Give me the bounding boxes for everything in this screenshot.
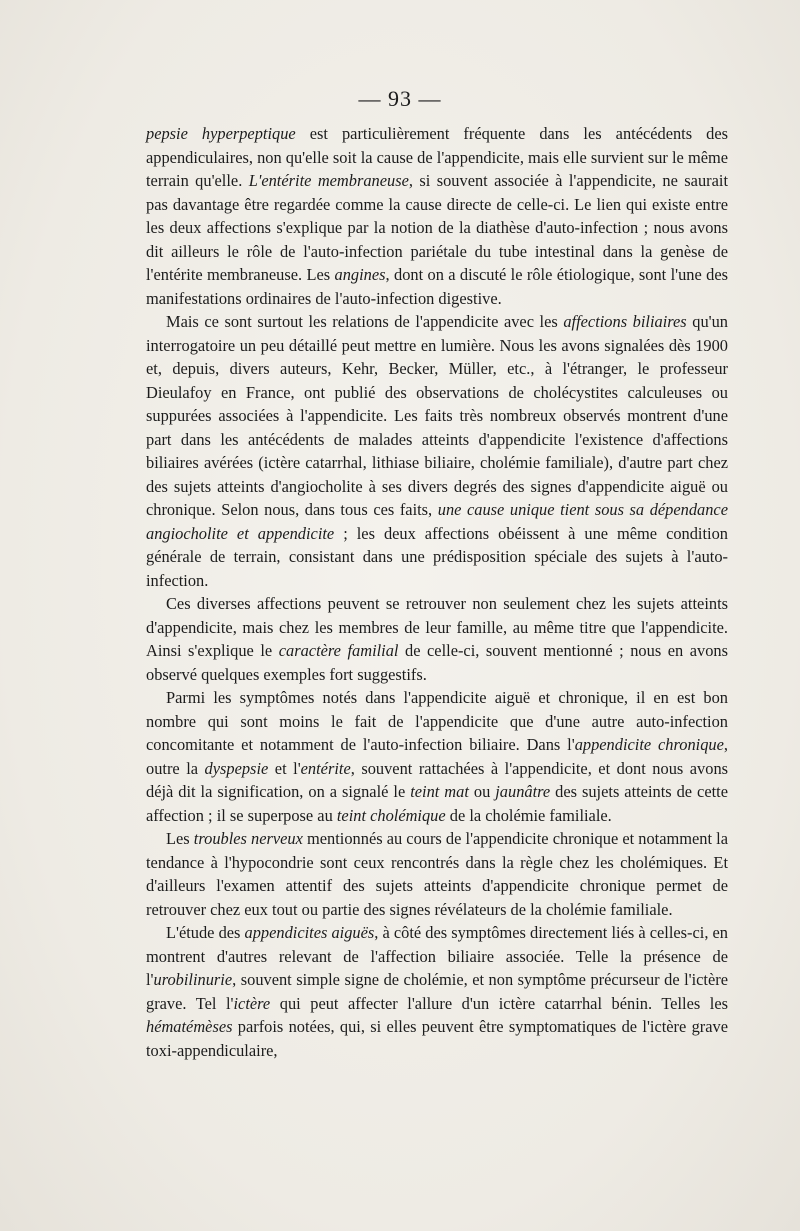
italic-phrase: appendicite chronique	[574, 735, 724, 754]
paragraph	[146, 686, 728, 827]
text-run: L'étude des	[166, 923, 245, 942]
text-run: Mais ce sont surtout les relations de l'appendicite avec les	[166, 312, 564, 331]
text-run: qu'un interrogatoire un peu détaillé peut mettre en lumière. Nous les avons signalées dès 1900 et, depuis, divers auteurs, Kehr, Becker, Müller, etc., à l'étranger, le professeur Dieulafoy en France, ont publié des observations de cholécystites calculeuses ou suppurées associées à l'appendicite. Les faits très nombreux observés montrent d'une part dans les antécédents de malades atteints d'appendicite l'existence d'affections biliaires avérées (ictère catarrhal, lithiase biliaire, cholémie familiale), d'autre part chez des sujets atteints d'angiocholite à ses divers degrés des signes d'appendicite aiguë ou chronique. Selon nous, dans tous ces faits,	[146, 312, 728, 519]
text-run: ; les deux affections obéissent à une même condition générale de terrain, consistant dans une prédisposition spéciale des sujets à l'auto-infection.	[146, 523, 728, 590]
italic-phrase: teint mat	[410, 782, 469, 801]
italic-phrase: jaunâtre	[495, 782, 551, 801]
paragraph	[146, 827, 728, 921]
text-run: des sujets atteints de cette affection ; il se superpose au	[146, 782, 728, 825]
text-run: , si souvent associée à l'appendicite, ne saurait pas davantage être regardée comme la cause directe de celle-ci. Le lien qui existe entre les deux affections s'explique par la notion de la diathèse d'auto-infection ; nous avons dit ailleurs le rôle de l'auto-infection pariétale du tube intestinal dans la genèse de l'entérite membraneuse. Les	[146, 171, 728, 284]
italic-phrase: dyspepsie	[204, 758, 269, 778]
text-run: , outre la	[146, 735, 728, 778]
italic-phrase: pepsie hyperpeptique	[146, 124, 296, 143]
text-run: , dont on a discuté le rôle étiologique, sont l'une des manifestations ordinaires de l'auto-infection digestive.	[146, 265, 728, 308]
text-run: Ces diverses affections peuvent se retrouver non seulement chez les sujets atteints d'appendicite, mais chez les membres de leur famille, au même titre que l'appendicite. Ainsi s'explique le	[146, 594, 728, 660]
italic-phrase: ictère	[233, 993, 271, 1013]
text-run: mentionnés au cours de l'appendicite chronique et notamment la tendance à l'hypocondrie sont ceux rencontrés dans la règle chez les cholémiques. Et d'ailleurs l'examen attentif des sujets atteints d'appendicite chronique permet de retrouver chez eux tout ou partie des signes révélateurs de la cholémie familiale.	[146, 829, 728, 919]
paragraph	[146, 592, 728, 686]
body-text	[146, 122, 728, 1062]
text-run: de la cholémie familiale.	[445, 805, 612, 825]
text-run: de celle-ci, souvent mentionné ; nous en avons observé quelques exemples fort suggestifs.	[146, 641, 728, 684]
italic-phrase: teint cholémique	[336, 805, 446, 825]
paragraph	[146, 310, 728, 592]
italic-phrase: urobilinurie	[153, 970, 233, 989]
italic-phrase: affections biliaires	[563, 312, 687, 331]
text-run: parfois notées, qui, si elles peuvent être symptomatiques de l'ictère grave toxi-appendiculaire,	[146, 1017, 728, 1060]
italic-phrase: une cause unique tient sous sa dépendance angiocholite et appendicite	[146, 500, 728, 543]
italic-phrase: entérite	[300, 758, 351, 778]
text-run: , à côté des symptômes directement liés à celles-ci, en montrent d'autres relevant de l'affection biliaire associée. Telle la présence de l'	[146, 923, 728, 989]
italic-phrase: troubles nerveux	[193, 829, 303, 848]
italic-phrase: caractère familial	[278, 641, 399, 660]
italic-phrase: angines	[334, 265, 386, 284]
text-run: et l'	[268, 758, 301, 778]
italic-phrase: hématémèses	[146, 1017, 233, 1036]
text-run: , souvent rattachées à l'appendicite, et dont nous avons déjà dit la signification, on a signalé le	[146, 758, 729, 801]
text-run: est particulièrement fréquente dans les antécédents des appendiculaires, non qu'elle soit la cause de l'appendicite, mais elle survient sur le même terrain qu'elle.	[146, 124, 729, 190]
italic-phrase: appendicites aiguës	[244, 923, 375, 942]
italic-phrase: L'entérite membraneuse	[248, 171, 409, 190]
text-run: , souvent simple signe de cholémie, et non symptôme précurseur de l'ictère grave. Tel l'	[146, 970, 728, 1013]
paragraph	[146, 921, 728, 1062]
text-run: qui peut affecter l'allure d'un ictère catarrhal bénin. Telles les	[270, 993, 728, 1013]
text-run: ou	[468, 782, 496, 801]
text-run: Les	[166, 829, 194, 848]
text-run: Parmi les symptômes notés dans l'appendicite aiguë et chronique, il en est bon nombre qui sont moins le fait de l'appendicite que d'une autre auto-infection concomitante et notamment de l'auto-infection biliaire. Dans l'	[146, 688, 728, 754]
paragraph	[146, 122, 728, 310]
page-number: — 93 —	[358, 86, 442, 111]
